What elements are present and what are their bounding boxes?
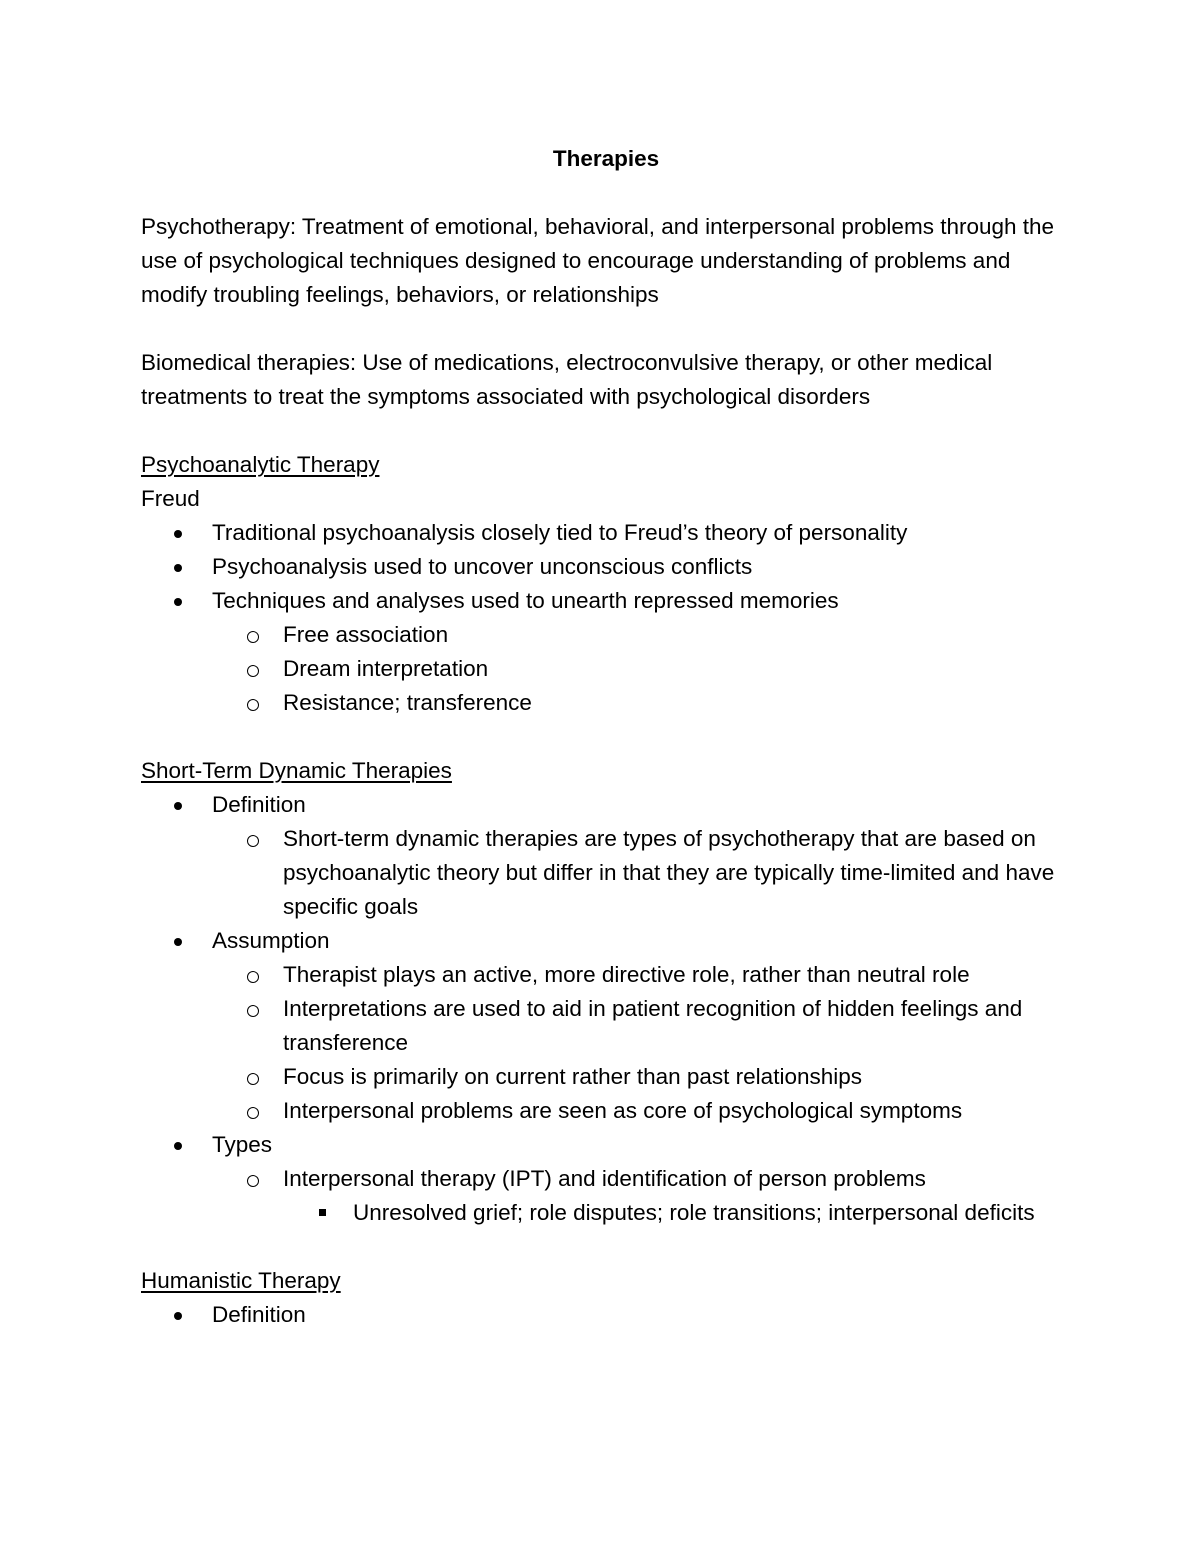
assumption-list [212,958,1071,1128]
list-item-text: Interpersonal problems are seen as core of psychological symptoms [283,1098,963,1123]
list-item-text: Free association [283,622,449,647]
psychotherapy-definition: Psychotherapy: Treatment of emotional, behavioral, and interpersonal problems through the use of psychological techniques designed to encourage understanding of problems and modify troubling feelings, behaviors, or relationships [141,214,1055,307]
spacer [141,720,1071,754]
circle-bullet-icon [247,835,259,847]
bullet-icon [174,598,182,606]
short-term-section [141,754,1071,1230]
ipt-problems-list [283,1196,1071,1230]
bullet-icon [174,1142,182,1150]
list-item-text: Resistance; transference [283,690,532,715]
list-item-text: Dream interpretation [283,656,489,681]
circle-bullet-icon [247,665,259,677]
humanistic-list [141,1298,1071,1332]
circle-bullet-icon [247,971,259,983]
list-item [141,788,1071,924]
list-item-text: Traditional psychoanalysis closely tied to Freud’s theory of personality [212,520,908,545]
list-item-text: Therapist plays an active, more directive role, rather than neutral role [283,962,970,987]
psychoanalytic-heading: Psychoanalytic Therapy [141,452,380,477]
list-item [212,618,1071,652]
list-item [212,1094,1071,1128]
biomedical-definition: Biomedical therapies: Use of medications, electroconvulsive therapy, or other medical treatments to treat the symptoms associated with psychological disorders [141,350,993,409]
circle-bullet-icon [247,1005,259,1017]
bullet-icon [174,938,182,946]
circle-bullet-icon [247,699,259,711]
list-item-text: Definition [212,1302,306,1327]
list-item [212,652,1071,686]
bullet-icon [174,1312,182,1320]
list-item-text: Psychoanalysis used to uncover unconscious conflicts [212,554,753,579]
bullet-icon [174,802,182,810]
circle-bullet-icon [247,1073,259,1085]
definition-list [212,822,1071,924]
list-item [141,1298,1071,1332]
spacer [141,1230,1071,1264]
humanistic-heading: Humanistic Therapy [141,1268,341,1293]
psychoanalytic-list [141,516,1071,720]
square-bullet-icon [319,1209,326,1216]
list-item-text: Unresolved grief; role disputes; role transitions; interpersonal deficits [353,1200,1035,1225]
list-item-text: Focus is primarily on current rather than past relationships [283,1064,863,1089]
list-item [212,1060,1071,1094]
list-item [141,924,1071,1128]
list-item-text: Interpretations are used to aid in patient recognition of hidden feelings and transference [283,996,1023,1055]
list-item [141,550,1071,584]
short-term-heading: Short-Term Dynamic Therapies [141,758,452,783]
circle-bullet-icon [247,631,259,643]
list-item-text: Assumption [212,928,330,953]
list-item [212,1162,1071,1230]
psychoanalytic-section [141,448,1071,720]
list-item [141,516,1071,550]
short-term-list [141,788,1071,1230]
techniques-list [212,618,1071,720]
list-item-text: Definition [212,792,306,817]
list-item [283,1196,1071,1230]
bullet-icon [174,530,182,538]
list-item [212,958,1071,992]
list-item-text: Types [212,1132,273,1157]
list-item [212,686,1071,720]
list-item [141,1128,1071,1230]
page-title: Therapies [552,146,660,171]
bullet-icon [174,564,182,572]
list-item-text: Short-term dynamic therapies are types of psychotherapy that are based on psychoanalytic theory but differ in that they are typically time-limited and have specific goals [283,826,1055,919]
humanistic-section [141,1264,1071,1332]
list-item [212,992,1071,1060]
list-item [212,822,1071,924]
circle-bullet-icon [247,1107,259,1119]
types-list [212,1162,1071,1230]
list-item-text: Interpersonal therapy (IPT) and identification of person problems [283,1166,926,1191]
circle-bullet-icon [247,1175,259,1187]
psychoanalytic-subheading: Freud [141,486,200,511]
document-body [141,142,1071,1332]
list-item-text: Techniques and analyses used to unearth repressed memories [212,588,839,613]
list-item [141,584,1071,720]
